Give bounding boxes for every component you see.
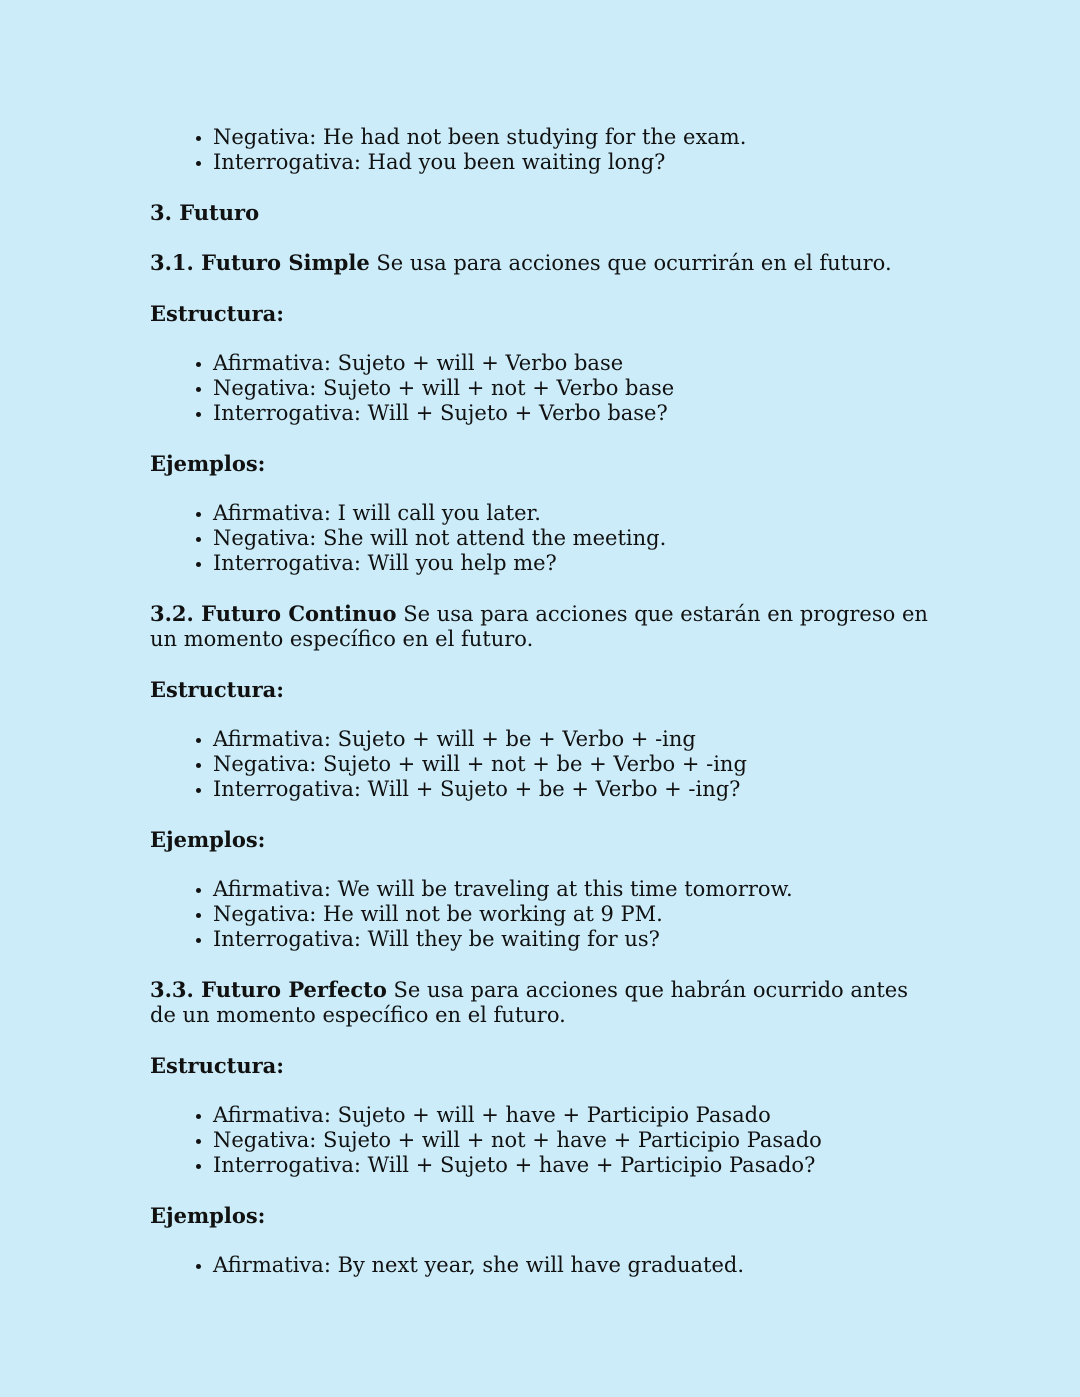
examples-list: [150, 877, 930, 952]
list-item: • Interrogativa: Will + Sujeto + Verbo base?: [213, 401, 930, 426]
list-item: • Negativa: Sujeto + will + not + have + Participio Pasado: [213, 1128, 930, 1153]
list-item: • Afirmativa: We will be traveling at this time tomorrow.: [213, 877, 930, 902]
structure-list: [150, 1103, 930, 1178]
examples-label: Ejemplos:: [150, 1203, 266, 1228]
structure-label: Estructura:: [150, 677, 285, 702]
subsection-description: Se usa para acciones que ocurrirán en el futuro.: [369, 251, 892, 275]
previous-examples-list: [150, 125, 930, 175]
list-item: • Afirmativa: Sujeto + will + be + Verbo + -ing: [213, 727, 930, 752]
structure-label: Estructura:: [150, 301, 285, 326]
document-content: [150, 125, 930, 1278]
examples-label: Ejemplos:: [150, 451, 266, 476]
list-item: • Negativa: Sujeto + will + not + Verbo base: [213, 376, 930, 401]
section-title: 3. Futuro: [150, 200, 260, 225]
list-item: • Afirmativa: I will call you later.: [213, 501, 930, 526]
subsection-futuro-simple: [150, 250, 930, 276]
examples-list: [150, 501, 930, 576]
list-item: • Interrogativa: Will they be waiting for us?: [213, 927, 930, 952]
structure-label: Estructura:: [150, 1053, 285, 1078]
structure-list: [150, 727, 930, 802]
list-item: • Negativa: She will not attend the meeting.: [213, 526, 930, 551]
list-item: • Afirmativa: Sujeto + will + Verbo base: [213, 351, 930, 376]
subsection-title: 3.1. Futuro Simple: [150, 250, 370, 275]
list-item: • Afirmativa: Sujeto + will + have + Participio Pasado: [213, 1103, 930, 1128]
examples-label: Ejemplos:: [150, 827, 266, 852]
list-item: • Negativa: He had not been studying for the exam.: [213, 125, 930, 150]
subsection-description: Se usa para acciones que habrán ocurrido antes de un momento específico en el futuro.: [150, 978, 909, 1027]
subsection-futuro-continuo: [150, 601, 930, 652]
list-item: • Interrogativa: Will you help me?: [213, 551, 930, 576]
list-item: • Interrogativa: Will + Sujeto + be + Verbo + -ing?: [213, 777, 930, 802]
examples-list: [150, 1253, 930, 1278]
list-item: • Afirmativa: By next year, she will have graduated.: [213, 1253, 930, 1278]
list-item: • Negativa: He will not be working at 9 PM.: [213, 902, 930, 927]
list-item: • Interrogativa: Will + Sujeto + have + Participio Pasado?: [213, 1153, 930, 1178]
subsection-title: 3.2. Futuro Continuo: [150, 601, 397, 626]
list-item: • Interrogativa: Had you been waiting long?: [213, 150, 930, 175]
subsection-futuro-perfecto: [150, 977, 930, 1028]
subsection-title: 3.3. Futuro Perfecto: [150, 977, 387, 1002]
structure-list: [150, 351, 930, 426]
subsection-description: Se usa para acciones que estarán en progreso en un momento específico en el futuro.: [150, 602, 928, 651]
list-item: • Negativa: Sujeto + will + not + be + Verbo + -ing: [213, 752, 930, 777]
